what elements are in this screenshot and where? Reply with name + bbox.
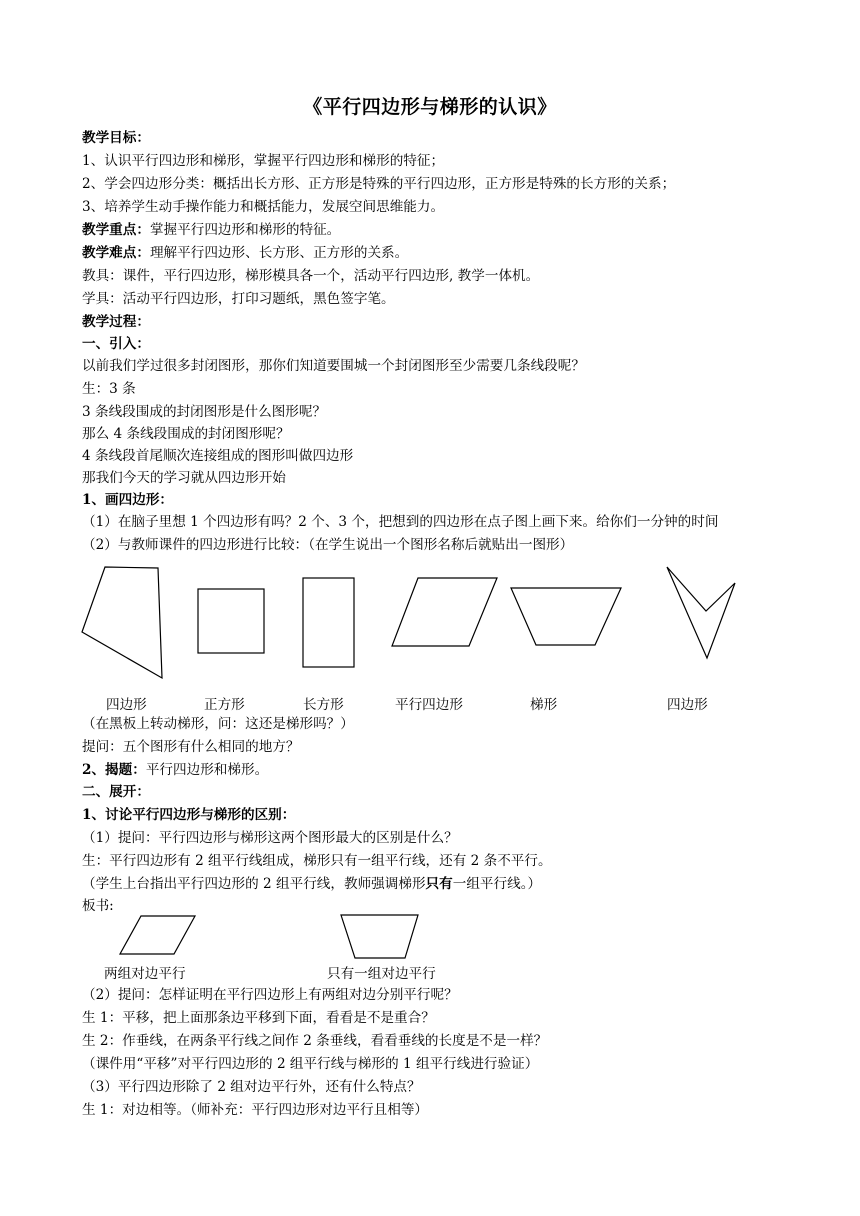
board-parallelogram-shape — [120, 916, 195, 954]
shape-label: 四边形 — [667, 697, 708, 713]
shape-label: 长方形 — [303, 697, 344, 713]
board-caption: 两组对边平行 — [104, 966, 186, 982]
shape-label: 正方形 — [204, 697, 245, 713]
objective-line: 2、学会四边形分类：概括出长方形、正方形是特殊的平行四边形，正方形是特殊的长方形的关系； — [82, 176, 676, 192]
final-line: （3）平行四边形除了 2 组对边平行外，还有什么特点？ — [82, 1079, 421, 1095]
intro-line: 那我们今天的学习就从四边形开始 — [82, 470, 286, 486]
discuss-heading: 1、讨论平行四边形与梯形的区别： — [82, 807, 296, 823]
rectangle-shape — [303, 578, 354, 667]
shape-label: 梯形 — [530, 697, 558, 713]
board-caption: 只有一组对边平行 — [327, 966, 436, 982]
intro-heading: 一、引入： — [82, 336, 150, 352]
difficulty-line — [82, 243, 408, 263]
trapezoid-shape — [511, 588, 621, 645]
objectives-heading: 教学目标： — [82, 130, 150, 146]
discuss-line: 生：平行四边形有 2 组平行线组成，梯形只有一组平行线，还有 2 条不平行。 — [82, 853, 552, 869]
draw-line: （2）与教师课件的四边形进行比较：（在学生说出一个图形名称后就贴出一图形） — [82, 537, 574, 553]
student-tools-line: 学具：活动平行四边形，打印习题纸，黑色签字笔。 — [82, 291, 395, 307]
intro-line: 3 条线段围成的封闭图形是什么图形呢？ — [82, 404, 327, 420]
key-point-text: 掌握平行四边形和梯形的特征。 — [149, 222, 341, 238]
difficulty-label: 教学难点： — [82, 245, 150, 261]
emphasis-line — [82, 874, 541, 894]
quadrilateral-figures — [0, 560, 860, 685]
objective-line: 1、认识平行四边形和梯形，掌握平行四边形和梯形的特征； — [82, 153, 445, 169]
intro-line: 以前我们学过很多封闭图形，那你们知道要围城一个封闭图形至少需要几条线段呢？ — [82, 358, 585, 374]
square-shape — [198, 589, 264, 653]
page-title: 《平行四边形与梯形的认识》 — [303, 96, 557, 118]
emphasis-before: （学生上台指出平行四边形的 2 组平行线，教师强调梯形 — [82, 876, 426, 892]
final-line: 生 1：对边相等。（师补充：平行四边形对边平行且相等） — [82, 1102, 429, 1118]
reveal-text: 平行四边形和梯形。 — [145, 762, 269, 778]
intro-line: 那么 4 条线段围成的封闭图形呢？ — [82, 426, 290, 442]
board-figures — [0, 912, 860, 962]
after-shapes-line: 提问：五个图形有什么相同的地方？ — [82, 739, 300, 755]
objective-line: 3、培养学生动手操作能力和概括能力，发展空间思维能力。 — [82, 199, 445, 215]
emphasis-after: 一组平行线。） — [452, 876, 542, 892]
teacher-tools-line: 教具：课件，平行四边形，梯形模具各一个，活动平行四边形, 教学一体机。 — [82, 268, 540, 284]
board-trapezoid-shape — [341, 915, 418, 958]
final-line: （课件用“平移”对平行四边形的 2 组平行线与梯形的 1 组平行线进行验证） — [82, 1056, 539, 1072]
difficulty-text: 理解平行四边形、长方形、正方形的关系。 — [149, 245, 409, 261]
intro-line: 4 条线段首尾顺次连接组成的图形叫做四边形 — [82, 448, 354, 464]
board-label: 板书: — [82, 898, 114, 914]
process-heading: 教学过程： — [82, 314, 150, 330]
reveal-label: 2、揭题： — [82, 762, 146, 778]
key-point-line — [82, 220, 340, 240]
expand-heading: 二、展开： — [82, 784, 150, 800]
final-line: 生 2：作垂线，在两条平行线之间作 2 条垂线，看看垂线的长度是不是一样？ — [82, 1033, 548, 1049]
discuss-line: （1）提问：平行四边形与梯形这两个图形最大的区别是什么？ — [82, 830, 458, 846]
draw-line: （1）在脑子里想 1 个四边形有吗？2 个、3 个，把想到的四边形在点子图上画下来。给你们一分钟的时间 — [82, 514, 719, 530]
reveal-line — [82, 760, 268, 780]
irregular-quadrilateral-shape — [82, 567, 162, 678]
intro-line: 生：3 条 — [82, 381, 136, 397]
shape-label: 平行四边形 — [395, 697, 463, 713]
final-line: （2）提问：怎样证明在平行四边形上有两组对边分别平行呢？ — [82, 987, 458, 1003]
draw-heading: 1、画四边形： — [82, 492, 174, 508]
after-shapes-line: （在黑板上转动梯形，问：这还是梯形吗？） — [82, 716, 354, 732]
emphasis-bold: 只有 — [425, 876, 453, 892]
concave-quadrilateral-shape — [667, 567, 735, 658]
shape-label: 四边形 — [106, 697, 147, 713]
key-point-label: 教学重点： — [82, 222, 150, 238]
final-line: 生 1：平移，把上面那条边平移到下面，看看是不是重合？ — [82, 1010, 435, 1026]
parallelogram-shape — [392, 578, 497, 646]
